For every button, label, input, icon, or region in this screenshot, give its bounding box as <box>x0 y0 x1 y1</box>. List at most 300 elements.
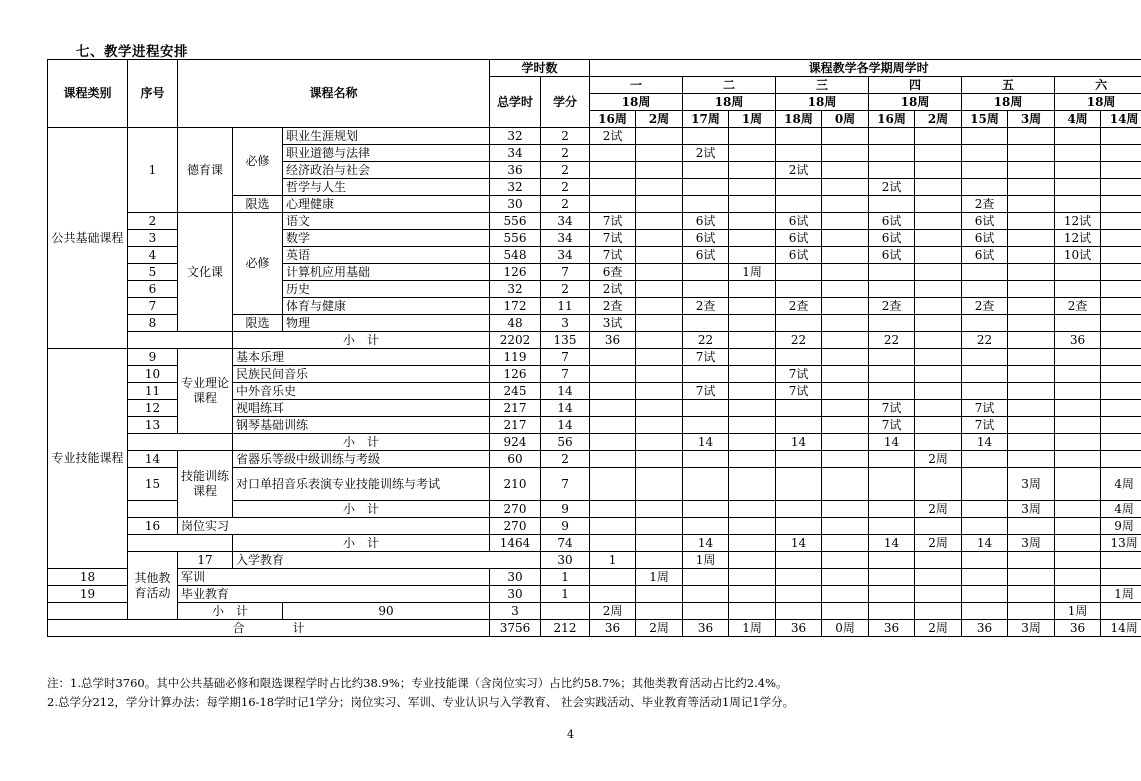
weekly-hours-cell <box>1055 569 1101 586</box>
header-total-hours: 总学时 <box>490 77 541 128</box>
subweek-header: 0周 <box>822 111 869 128</box>
total-hours-cell: 30 <box>490 586 541 603</box>
credits-cell: 1 <box>541 586 590 603</box>
weekly-hours-cell: 22 <box>683 332 729 349</box>
semester-label: 五 <box>962 77 1055 94</box>
weekly-hours-cell: 22 <box>869 332 915 349</box>
weekly-hours-cell <box>776 417 822 434</box>
weekly-hours-cell <box>590 501 636 518</box>
weekly-hours-cell <box>915 400 962 417</box>
weekly-hours-cell: 6试 <box>962 247 1008 264</box>
weekly-hours-cell <box>729 128 776 145</box>
credits-cell: 7 <box>541 349 590 366</box>
weekly-hours-cell <box>729 315 776 332</box>
weekly-hours-cell: 14 <box>683 535 729 552</box>
course-name-cell: 视唱练耳 <box>233 400 490 417</box>
semester-weeks: 18周 <box>590 94 683 111</box>
weekly-hours-cell <box>776 264 822 281</box>
weekly-hours-cell <box>776 603 822 620</box>
category-cell: 其他教育活动 <box>128 552 178 620</box>
header-seq: 序号 <box>128 60 178 128</box>
semester-label: 三 <box>776 77 869 94</box>
course-name-cell: 历史 <box>283 281 490 298</box>
weekly-hours-cell: 6试 <box>869 213 915 230</box>
weekly-hours-cell: 10试 <box>1055 247 1101 264</box>
course-name-cell: 心理健康 <box>283 196 490 213</box>
weekly-hours-cell <box>683 569 729 586</box>
header-weekly-group: 课程教学各学期周学时 <box>590 60 1141 77</box>
weekly-hours-cell <box>590 145 636 162</box>
credits-cell: 3 <box>490 603 541 620</box>
weekly-hours-cell <box>1008 400 1055 417</box>
weekly-hours-cell <box>776 196 822 213</box>
total-hours-cell: 119 <box>490 349 541 366</box>
weekly-hours-cell <box>869 451 915 468</box>
weekly-hours-cell <box>776 518 822 535</box>
weekly-hours-cell <box>869 196 915 213</box>
weekly-hours-cell <box>729 145 776 162</box>
weekly-hours-cell <box>729 332 776 349</box>
semester-label: 二 <box>683 77 776 94</box>
weekly-hours-cell <box>1008 332 1055 349</box>
total-hours-cell: 34 <box>490 145 541 162</box>
credits-cell: 2 <box>541 179 590 196</box>
weekly-hours-cell <box>1008 196 1055 213</box>
course-name-cell: 计算机应用基础 <box>283 264 490 281</box>
weekly-hours-cell <box>729 417 776 434</box>
weekly-hours-cell <box>1101 400 1141 417</box>
total-hours-cell: 32 <box>490 128 541 145</box>
course-name-cell: 英语 <box>283 247 490 264</box>
weekly-hours-cell <box>1008 569 1055 586</box>
weekly-hours-cell <box>1055 417 1101 434</box>
weekly-hours-cell <box>1101 230 1141 247</box>
weekly-hours-cell <box>636 434 683 451</box>
credits-cell: 2 <box>541 451 590 468</box>
weekly-hours-cell <box>1055 281 1101 298</box>
seq-cell: 4 <box>128 247 178 264</box>
weekly-hours-cell <box>683 162 729 179</box>
weekly-hours-cell <box>729 400 776 417</box>
grand-total-label: 合 计 <box>48 620 490 637</box>
weekly-hours-cell: 7试 <box>683 383 729 400</box>
weekly-hours-cell: 1周 <box>729 620 776 637</box>
weekly-hours-cell <box>729 281 776 298</box>
blank-cell <box>128 535 233 552</box>
weekly-hours-cell <box>729 349 776 366</box>
semester-weeks: 18周 <box>683 94 776 111</box>
weekly-hours-cell <box>776 586 822 603</box>
weekly-hours-cell: 2试 <box>776 162 822 179</box>
weekly-hours-cell <box>822 230 869 247</box>
weekly-hours-cell <box>1101 417 1141 434</box>
seq-cell: 3 <box>128 230 178 247</box>
weekly-hours-cell <box>915 247 962 264</box>
weekly-hours-cell <box>915 332 962 349</box>
weekly-hours-cell <box>683 451 729 468</box>
subtotal-row <box>48 535 1141 552</box>
table-row <box>48 569 1141 586</box>
weekly-hours-cell: 2试 <box>683 145 729 162</box>
weekly-hours-cell: 7试 <box>962 417 1008 434</box>
type-cell: 必修 <box>233 128 283 196</box>
weekly-hours-cell <box>590 468 636 501</box>
weekly-hours-cell <box>729 383 776 400</box>
subweek-header: 3周 <box>1008 111 1055 128</box>
weekly-hours-cell: 36 <box>1055 332 1101 349</box>
weekly-hours-cell: 2查 <box>962 298 1008 315</box>
semester-weeks: 18周 <box>776 94 869 111</box>
weekly-hours-cell <box>1101 569 1141 586</box>
weekly-hours-cell <box>869 162 915 179</box>
weekly-hours-cell: 1周 <box>1055 603 1101 620</box>
weekly-hours-cell <box>822 162 869 179</box>
blank-cell <box>128 434 233 451</box>
weekly-hours-cell <box>962 518 1008 535</box>
weekly-hours-cell <box>962 179 1008 196</box>
weekly-hours-cell <box>776 468 822 501</box>
weekly-hours-cell <box>729 213 776 230</box>
weekly-hours-cell <box>869 518 915 535</box>
subtotal-label: 小 计 <box>233 332 490 349</box>
weekly-hours-cell <box>1008 315 1055 332</box>
total-hours-cell: 32 <box>490 281 541 298</box>
category-cell: 公共基础课程 <box>48 128 128 349</box>
weekly-hours-cell <box>915 349 962 366</box>
seq-cell: 13 <box>128 417 178 434</box>
weekly-hours-cell <box>962 603 1008 620</box>
weekly-hours-cell <box>776 281 822 298</box>
course-name-cell: 语文 <box>283 213 490 230</box>
weekly-hours-cell: 36 <box>776 620 822 637</box>
table-row <box>48 213 1141 230</box>
weekly-hours-cell <box>1055 434 1101 451</box>
weekly-hours-cell <box>1008 213 1055 230</box>
subweek-header: 16周 <box>590 111 636 128</box>
weekly-hours-cell <box>915 213 962 230</box>
weekly-hours-cell <box>962 162 1008 179</box>
weekly-hours-cell <box>590 383 636 400</box>
subweek-header: 15周 <box>962 111 1008 128</box>
weekly-hours-cell <box>776 552 822 569</box>
course-name-cell: 物理 <box>283 315 490 332</box>
weekly-hours-cell <box>1008 383 1055 400</box>
header-category: 课程类别 <box>48 60 128 128</box>
weekly-hours-cell <box>636 230 683 247</box>
weekly-hours-cell <box>822 247 869 264</box>
weekly-hours-cell <box>1008 451 1055 468</box>
semester-weeks: 18周 <box>1055 94 1141 111</box>
weekly-hours-cell <box>915 196 962 213</box>
subtotal-label: 小 计 <box>233 535 490 552</box>
subtotal-row <box>48 603 1141 620</box>
total-hours-cell: 90 <box>283 603 490 620</box>
credits-cell: 14 <box>541 383 590 400</box>
weekly-hours-cell <box>636 349 683 366</box>
weekly-hours-cell <box>683 518 729 535</box>
course-name-cell: 毕业教育 <box>178 586 490 603</box>
total-hours-cell: 2202 <box>490 332 541 349</box>
weekly-hours-cell <box>729 501 776 518</box>
weekly-hours-cell <box>1008 586 1055 603</box>
weekly-hours-cell <box>683 417 729 434</box>
weekly-hours-cell: 2周 <box>590 603 636 620</box>
weekly-hours-cell: 14 <box>683 434 729 451</box>
total-hours-cell: 48 <box>490 315 541 332</box>
weekly-hours-cell <box>822 383 869 400</box>
weekly-hours-cell <box>1055 366 1101 383</box>
weekly-hours-cell: 2周 <box>915 451 962 468</box>
weekly-hours-cell <box>590 569 636 586</box>
weekly-hours-cell <box>541 603 590 620</box>
weekly-hours-cell: 14 <box>776 535 822 552</box>
weekly-hours-cell <box>1008 552 1055 569</box>
weekly-hours-cell <box>729 196 776 213</box>
weekly-hours-cell <box>683 366 729 383</box>
weekly-hours-cell <box>776 179 822 196</box>
weekly-hours-cell <box>822 417 869 434</box>
weekly-hours-cell <box>636 383 683 400</box>
course-name-cell: 钢琴基础训练 <box>233 417 490 434</box>
weekly-hours-cell <box>869 366 915 383</box>
total-hours-cell: 30 <box>490 569 541 586</box>
semester-label: 四 <box>869 77 962 94</box>
weekly-hours-cell <box>1008 349 1055 366</box>
total-hours-cell: 30 <box>541 552 590 569</box>
table-row <box>48 451 1141 468</box>
weekly-hours-cell <box>729 552 776 569</box>
weekly-hours-cell <box>822 213 869 230</box>
weekly-hours-cell <box>962 366 1008 383</box>
weekly-hours-cell <box>962 281 1008 298</box>
seq-cell: 5 <box>128 264 178 281</box>
weekly-hours-cell <box>962 552 1008 569</box>
course-name-cell: 基本乐理 <box>233 349 490 366</box>
weekly-hours-cell <box>683 468 729 501</box>
credits-cell: 9 <box>541 501 590 518</box>
weekly-hours-cell <box>822 145 869 162</box>
weekly-hours-cell <box>636 264 683 281</box>
weekly-hours-cell: 7试 <box>869 417 915 434</box>
weekly-hours-cell <box>636 179 683 196</box>
credits-cell: 56 <box>541 434 590 451</box>
weekly-hours-cell <box>869 281 915 298</box>
table-row <box>48 552 1141 569</box>
weekly-hours-cell <box>1101 298 1141 315</box>
weekly-hours-cell <box>590 518 636 535</box>
weekly-hours-cell <box>683 128 729 145</box>
weekly-hours-cell <box>1101 383 1141 400</box>
weekly-hours-cell <box>1101 366 1141 383</box>
table-row <box>48 349 1141 366</box>
weekly-hours-cell <box>636 535 683 552</box>
weekly-hours-cell: 12试 <box>1055 230 1101 247</box>
total-hours-cell: 126 <box>490 366 541 383</box>
weekly-hours-cell <box>636 552 683 569</box>
credits-cell: 2 <box>541 128 590 145</box>
blank-cell <box>128 501 178 518</box>
weekly-hours-cell <box>1101 196 1141 213</box>
weekly-hours-cell <box>915 586 962 603</box>
weekly-hours-cell <box>1008 434 1055 451</box>
weekly-hours-cell <box>729 586 776 603</box>
subtotal-label: 小 计 <box>233 434 490 451</box>
blank-cell <box>128 332 233 349</box>
weekly-hours-cell <box>962 383 1008 400</box>
seq-cell: 1 <box>128 128 178 213</box>
weekly-hours-cell <box>590 179 636 196</box>
weekly-hours-cell <box>590 434 636 451</box>
weekly-hours-cell <box>1055 162 1101 179</box>
seq-cell: 2 <box>128 213 178 230</box>
weekly-hours-cell <box>1101 434 1141 451</box>
weekly-hours-cell <box>1101 264 1141 281</box>
weekly-hours-cell <box>590 417 636 434</box>
credits-cell: 7 <box>541 264 590 281</box>
total-hours-cell: 30 <box>490 196 541 213</box>
weekly-hours-cell: 7试 <box>590 230 636 247</box>
course-name-cell: 哲学与人生 <box>283 179 490 196</box>
weekly-hours-cell: 7试 <box>962 400 1008 417</box>
seq-cell: 8 <box>128 315 178 332</box>
subgroup-cell: 技能训练课程 <box>178 451 233 518</box>
semester-label: 六 <box>1055 77 1141 94</box>
subweek-header: 4周 <box>1055 111 1101 128</box>
weekly-hours-cell <box>822 400 869 417</box>
weekly-hours-cell <box>590 366 636 383</box>
credits-cell: 34 <box>541 213 590 230</box>
weekly-hours-cell <box>915 518 962 535</box>
weekly-hours-cell <box>915 383 962 400</box>
subgroup-cell: 德育课 <box>178 128 233 213</box>
weekly-hours-cell <box>636 298 683 315</box>
course-name-cell: 省器乐等级中级训练与考级 <box>233 451 490 468</box>
weekly-hours-cell <box>915 162 962 179</box>
weekly-hours-cell: 2查 <box>683 298 729 315</box>
total-hours-cell: 32 <box>490 179 541 196</box>
table-row <box>48 128 1141 145</box>
weekly-hours-cell <box>1008 230 1055 247</box>
weekly-hours-cell <box>1055 451 1101 468</box>
weekly-hours-cell <box>869 145 915 162</box>
header-hours-group: 学时数 <box>490 60 590 77</box>
total-hours-cell: 1464 <box>490 535 541 552</box>
type-cell: 必修 <box>233 213 283 315</box>
weekly-hours-cell: 22 <box>776 332 822 349</box>
subgroup-cell: 文化课 <box>178 213 233 332</box>
weekly-hours-cell <box>1101 349 1141 366</box>
weekly-hours-cell <box>729 434 776 451</box>
weekly-hours-cell <box>1055 383 1101 400</box>
weekly-hours-cell <box>1055 501 1101 518</box>
weekly-hours-cell <box>1008 179 1055 196</box>
credits-cell: 7 <box>541 468 590 501</box>
seq-cell: 16 <box>128 518 178 535</box>
notes <box>47 674 794 712</box>
table-row <box>48 586 1141 603</box>
weekly-hours-cell <box>962 569 1008 586</box>
weekly-hours-cell <box>1008 518 1055 535</box>
weekly-hours-cell: 6试 <box>962 230 1008 247</box>
weekly-hours-cell: 36 <box>1055 620 1101 637</box>
credits-cell: 2 <box>541 162 590 179</box>
credits-cell: 2 <box>541 196 590 213</box>
subweek-header: 2周 <box>636 111 683 128</box>
weekly-hours-cell: 14 <box>869 434 915 451</box>
weekly-hours-cell: 7试 <box>590 213 636 230</box>
weekly-hours-cell <box>915 281 962 298</box>
weekly-hours-cell: 2周 <box>915 620 962 637</box>
weekly-hours-cell: 2周 <box>915 535 962 552</box>
subweek-header: 17周 <box>683 111 729 128</box>
weekly-hours-cell <box>636 603 683 620</box>
weekly-hours-cell: 2周 <box>915 501 962 518</box>
weekly-hours-cell <box>590 162 636 179</box>
weekly-hours-cell <box>636 281 683 298</box>
weekly-hours-cell <box>869 586 915 603</box>
weekly-hours-cell <box>822 315 869 332</box>
seq-cell: 17 <box>178 552 233 569</box>
weekly-hours-cell <box>776 349 822 366</box>
weekly-hours-cell <box>590 196 636 213</box>
credits-cell: 3 <box>541 315 590 332</box>
weekly-hours-cell: 7试 <box>869 400 915 417</box>
weekly-hours-cell <box>822 196 869 213</box>
weekly-hours-cell <box>915 145 962 162</box>
weekly-hours-cell: 14 <box>962 535 1008 552</box>
weekly-hours-cell <box>683 603 729 620</box>
semester-weeks: 18周 <box>962 94 1055 111</box>
weekly-hours-cell: 6试 <box>962 213 1008 230</box>
weekly-hours-cell <box>683 586 729 603</box>
weekly-hours-cell <box>1101 552 1141 569</box>
weekly-hours-cell <box>636 196 683 213</box>
page-number: 4 <box>567 728 574 741</box>
weekly-hours-cell <box>776 128 822 145</box>
weekly-hours-cell <box>1101 332 1141 349</box>
weekly-hours-cell: 14 <box>776 434 822 451</box>
seq-cell: 11 <box>128 383 178 400</box>
weekly-hours-cell <box>776 501 822 518</box>
weekly-hours-cell: 6试 <box>776 230 822 247</box>
weekly-hours-cell <box>822 281 869 298</box>
weekly-hours-cell <box>590 586 636 603</box>
weekly-hours-cell <box>729 569 776 586</box>
weekly-hours-cell <box>869 264 915 281</box>
weekly-hours-cell <box>683 179 729 196</box>
course-name-cell: 入学教育 <box>233 552 541 569</box>
subtotal-row <box>48 434 1141 451</box>
weekly-hours-cell <box>822 451 869 468</box>
weekly-hours-cell: 2查 <box>776 298 822 315</box>
credits-cell: 212 <box>541 620 590 637</box>
credits-cell: 34 <box>541 230 590 247</box>
weekly-hours-cell <box>590 451 636 468</box>
weekly-hours-cell: 22 <box>962 332 1008 349</box>
weekly-hours-cell <box>822 603 869 620</box>
weekly-hours-cell: 6试 <box>776 247 822 264</box>
weekly-hours-cell <box>822 501 869 518</box>
weekly-hours-cell <box>636 451 683 468</box>
subtotal-label: 小 计 <box>178 603 283 620</box>
weekly-hours-cell <box>1055 315 1101 332</box>
header-credits: 学分 <box>541 77 590 128</box>
total-hours-cell: 210 <box>490 468 541 501</box>
weekly-hours-cell: 7试 <box>683 349 729 366</box>
weekly-hours-cell <box>776 451 822 468</box>
weekly-hours-cell <box>636 145 683 162</box>
seq-cell: 6 <box>128 281 178 298</box>
